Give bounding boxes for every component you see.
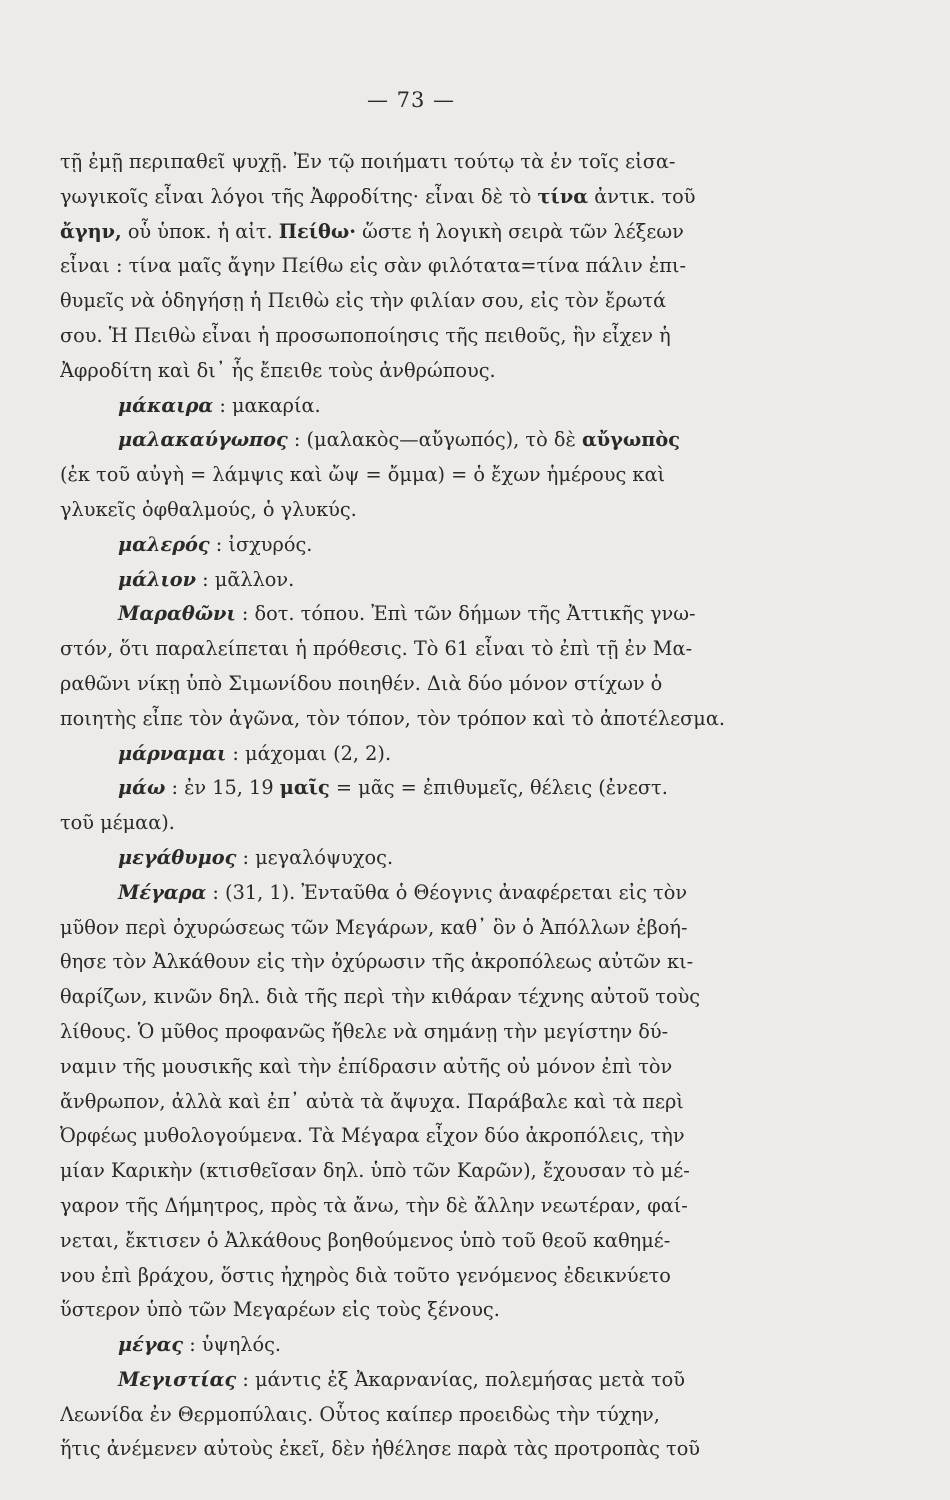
line-text: : (μαλακὸς—αὔγωπός), τὸ δὲ <box>287 428 582 452</box>
text-line <box>60 945 780 980</box>
lemma-line <box>60 423 780 458</box>
lemma-headword: Μαραθῶνι <box>118 602 236 626</box>
lemma-line <box>60 1363 780 1398</box>
lemma-line <box>60 389 780 424</box>
body-text <box>60 145 780 1467</box>
text-line <box>60 702 780 737</box>
line-text: : (31, 1). Ἐνταῦθα ὁ Θέογνις ἀναφέρεται εἰς τὸν <box>206 880 688 904</box>
lemma-line <box>60 1328 780 1363</box>
text-line <box>60 1398 780 1433</box>
text-line <box>60 980 780 1015</box>
line-text: ἥτις ἀνέμενεν αὐτοὺς ἐκεῖ, δὲν ἠθέλησε παρὰ τὰς προτροπὰς τοῦ <box>60 1437 701 1461</box>
lemma-line <box>60 737 780 772</box>
lemma-line <box>60 771 780 806</box>
line-text: : ἰσχυρός. <box>209 532 313 556</box>
text-line <box>60 1015 780 1050</box>
text-line <box>60 1293 780 1328</box>
text-line <box>60 145 780 180</box>
line-text: ὕστερον ὑπὸ τῶν Μεγαρέων εἰς τοὺς ξένους. <box>60 1298 500 1322</box>
bold-term: Πείθω· <box>278 219 356 243</box>
text-line <box>60 1050 780 1085</box>
line-text-continued: ὥστε ἡ λογικὴ σειρὰ τῶν λέξεων <box>355 219 684 243</box>
page-number: — 73 — <box>366 88 456 112</box>
lemma-headword: μάκαιρα <box>118 393 214 417</box>
line-text: Ἀφροδίτη καὶ δι᾽ ἧς ἔπειθε τοὺς ἀνθρώπους. <box>60 358 496 382</box>
lemma-headword: μέγας <box>118 1333 184 1357</box>
text-line <box>60 1189 780 1224</box>
line-text: θαρίζων, κινῶν δηλ. διὰ τῆς περὶ τὴν κιθάραν τέχνης αὐτοῦ τοὺς <box>60 985 701 1009</box>
lemma-headword: μάρναμαι <box>118 741 227 765</box>
line-text: : δοτ. τόπου. Ἐπὶ τῶν δήμων τῆς Ἀττικῆς γνω- <box>235 602 696 626</box>
line-text: : ἐν 15, 19 <box>165 776 280 800</box>
lemma-line <box>60 876 780 911</box>
line-text: οὗ ὑποκ. ἡ αἰτ. <box>121 219 279 243</box>
line-text: μίαν Καρικὴν (κτισθεῖσαν δηλ. ὑπὸ τῶν Καρῶν), ἔχουσαν τὸ μέ- <box>60 1159 690 1183</box>
text-line <box>60 806 780 841</box>
text-line <box>60 354 780 389</box>
line-text: νου ἐπὶ βράχου, ὅστις ἠχηρὸς διὰ τοῦτο γενόμενος ἐδεικνύετο <box>60 1263 671 1287</box>
lemma-headword: μάω <box>118 776 166 800</box>
text-line <box>60 1259 780 1294</box>
text-line <box>60 284 780 319</box>
line-text: : μεγαλόψυχος. <box>236 845 394 869</box>
line-text: ἄνθρωπον, ἀλλὰ καὶ ἐπ᾽ αὐτὰ τὰ ἄψυχα. Παράβαλε καὶ τὰ περὶ <box>60 1089 684 1113</box>
line-text: ραθῶνι νίκῃ ὑπὸ Σιμωνίδου ποιηθέν. Διὰ δύο μόνον στίχων ὁ <box>60 671 663 695</box>
line-text: τοῦ μέμαα). <box>60 811 175 835</box>
line-text: εἶναι : τίνα μαῖς ἄγην Πείθω εἰς σὰν φιλότατα=τίνα πάλιν ἐπι- <box>60 254 686 278</box>
line-text: σου. Ἡ Πειθὼ εἶναι ἡ προσωποποίησις τῆς πειθοῦς, ἣν εἶχεν ἡ <box>60 323 671 347</box>
lemma-headword: μεγάθυμος <box>118 845 237 869</box>
lemma-headword: μαλερός <box>118 532 210 556</box>
line-text: νεται, ἔκτισεν ὁ Ἀλκάθους βοηθούμενος ὑπὸ τοῦ θεοῦ καθημέ- <box>60 1228 671 1252</box>
line-text-continued: = μᾶς = ἐπιθυμεῖς, θέλεις (ἐνεστ. <box>329 776 668 800</box>
line-text: γωγικοῖς εἶναι λόγοι τῆς Ἀφροδίτης· εἶναι δὲ τὸ <box>60 184 538 208</box>
text-line <box>60 180 780 215</box>
text-line <box>60 215 780 250</box>
text-line <box>60 1085 780 1120</box>
lemma-line <box>60 563 780 598</box>
line-text: : ὑψηλός. <box>183 1333 282 1357</box>
line-text: στόν, ὅτι παραλείπεται ἡ πρόθεσις. Τὸ 61 εἶναι τὸ ἐπὶ τῇ ἐν Μα- <box>60 637 693 661</box>
text-line <box>60 911 780 946</box>
bold-term: αὔγωπὸς <box>581 428 680 452</box>
line-text: (ἐκ τοῦ αὐγὴ = λάμψις καὶ ὤψ = ὄμμα) = ὁ ἔχων ἡμέρους καὶ <box>60 463 666 487</box>
bold-term: τίνα <box>537 184 589 208</box>
line-text: : μακαρία. <box>213 393 321 417</box>
line-text: ποιητὴς εἶπε τὸν ἀγῶνα, τὸν τόπον, τὸν τρόπον καὶ τὸ ἀποτέλεσμα. <box>60 706 725 730</box>
line-text: : μάχομαι (2, 2). <box>226 741 392 765</box>
lemma-headword: Μεγιστίας <box>118 1367 237 1391</box>
lemma-headword: μαλακαύγωπος <box>118 428 288 452</box>
text-line <box>60 249 780 284</box>
text-line <box>60 458 780 493</box>
line-text: μῦθον περὶ ὀχυρώσεως τῶν Μεγάρων, καθ᾽ ὃν ὁ Ἀπόλλων ἐβοή- <box>60 915 688 939</box>
text-line <box>60 667 780 702</box>
line-text: θησε τὸν Ἀλκάθουν εἰς τὴν ὀχύρωσιν τῆς ἀκροπόλεως αὐτῶν κι- <box>60 950 694 974</box>
line-text: Ὀρφέως μυθολογούμενα. Τὰ Μέγαρα εἶχον δύο ἀκροπόλεις, τὴν <box>60 1124 685 1148</box>
line-text: : μάντις ἐξ Ἀκαρνανίας, πολεμήσας μετὰ τοῦ <box>236 1367 685 1391</box>
bold-term: μαῖς <box>279 776 330 800</box>
lemma-line <box>60 528 780 563</box>
bold-term: ἄγην, <box>60 219 122 243</box>
text-line <box>60 493 780 528</box>
line-text: ναμιν τῆς μουσικῆς καὶ τὴν ἐπίδρασιν αὐτῆς οὐ μόνον ἐπὶ τὸν <box>60 1054 673 1078</box>
text-line <box>60 319 780 354</box>
text-line <box>60 632 780 667</box>
line-text: τῇ ἐμῇ περιπαθεῖ ψυχῇ. Ἐν τῷ ποιήματι τούτῳ τὰ ἐν τοῖς εἰσα- <box>60 150 676 173</box>
text-line <box>60 1224 780 1259</box>
line-text: γαρον τῆς Δήμητρος, πρὸς τὰ ἄνω, τὴν δὲ ἄλλην νεωτέραν, φαί- <box>60 1193 688 1217</box>
line-text: Λεωνίδα ἐν Θερμοπύλαις. Οὗτος καίπερ προειδὼς τὴν τύχην, <box>60 1402 660 1426</box>
lemma-line <box>60 597 780 632</box>
line-text: θυμεῖς νὰ ὁδηγήσῃ ἡ Πειθὼ εἰς τὴν φιλίαν σου, εἰς τὸν ἔρωτά <box>60 289 667 313</box>
lemma-headword: Μέγαρα <box>118 880 207 904</box>
text-line <box>60 1154 780 1189</box>
line-text: λίθους. Ὁ μῦθος προφανῶς ἤθελε νὰ σημάνῃ τὴν μεγίστην δύ- <box>60 1019 669 1043</box>
text-line <box>60 1119 780 1154</box>
text-line <box>60 1432 780 1467</box>
lemma-headword: μάλιον <box>118 567 197 591</box>
line-text-continued: ἀντικ. τοῦ <box>588 184 696 208</box>
line-text: γλυκεῖς ὀφθαλμούς, ὁ γλυκύς. <box>60 497 357 521</box>
line-text: : μᾶλλον. <box>196 567 295 591</box>
lemma-line <box>60 841 780 876</box>
